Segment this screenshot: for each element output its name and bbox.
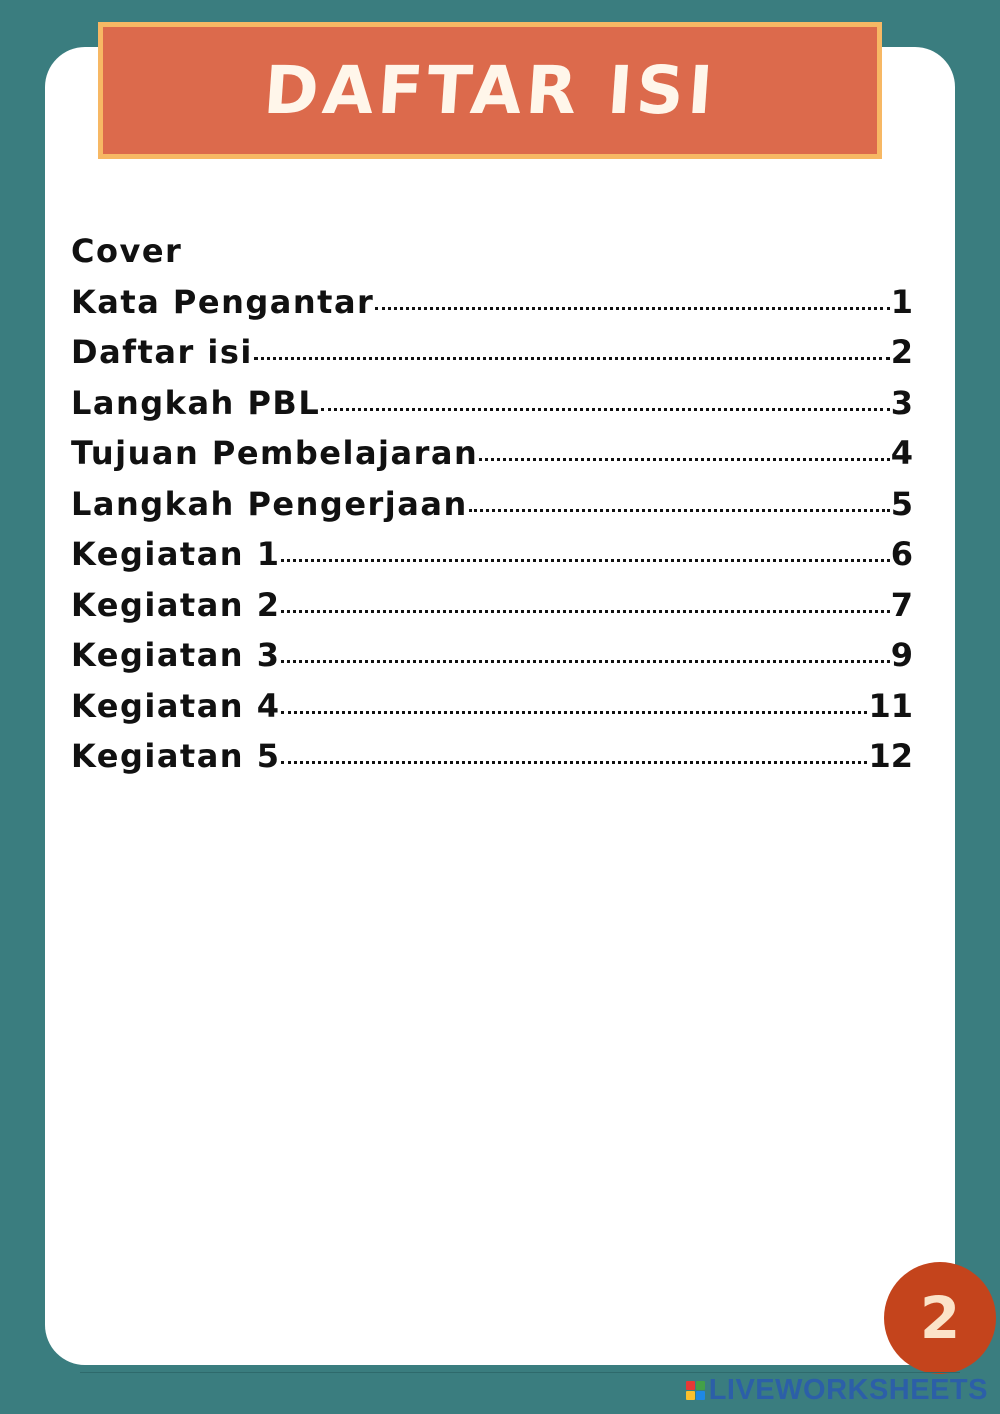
dot-leader	[321, 408, 890, 411]
toc-page-number: 5	[890, 484, 913, 523]
toc-page-number: 3	[890, 383, 913, 422]
watermark	[686, 1374, 988, 1406]
toc-label: Kegiatan 1	[71, 535, 281, 573]
toc-row	[71, 737, 913, 788]
page-title: DAFTAR ISI	[261, 52, 719, 129]
toc-row	[71, 586, 913, 637]
toc-row	[71, 434, 913, 485]
toc-page-number: 6	[890, 535, 913, 573]
toc-row	[71, 384, 913, 435]
toc-page-number: 11	[868, 686, 913, 725]
dot-leader	[281, 610, 889, 613]
toc-label: Daftar isi	[71, 333, 253, 371]
toc-page-number: 7	[890, 585, 913, 624]
toc-page-number: 9	[890, 636, 913, 674]
toc-row	[71, 232, 913, 283]
page-number: 2	[919, 1284, 961, 1352]
dot-leader	[469, 509, 890, 512]
toc-row	[71, 333, 913, 384]
toc-label: Cover	[71, 232, 183, 270]
toc-label: Langkah PBL	[71, 383, 321, 422]
toc-page-number: 1	[890, 282, 913, 321]
title-banner	[98, 22, 882, 159]
toc-row	[71, 283, 913, 334]
dot-leader	[281, 711, 867, 714]
page-number-badge	[884, 1262, 996, 1374]
toc-page-number: 12	[868, 737, 913, 775]
toc-label: Tujuan Pembelajaran	[71, 434, 479, 472]
toc-page-number: 4	[890, 434, 913, 472]
toc-page-number: 2	[890, 333, 913, 371]
dot-leader	[254, 357, 890, 360]
dot-leader	[479, 458, 889, 461]
watermark-text: LIVEWORKSHEETS	[708, 1373, 988, 1406]
toc-row	[71, 687, 913, 738]
toc-row	[71, 485, 913, 536]
liveworksheets-logo-icon	[686, 1381, 705, 1400]
toc-label: Langkah Pengerjaan	[71, 484, 468, 523]
toc-label: Kegiatan 5	[71, 737, 281, 775]
dot-leader	[281, 559, 889, 562]
dot-leader	[281, 660, 889, 663]
toc-label: Kegiatan 4	[71, 686, 281, 725]
toc-row	[71, 535, 913, 586]
dot-leader	[281, 761, 867, 764]
toc-label: Kegiatan 3	[71, 636, 281, 674]
table-of-contents	[71, 232, 913, 788]
toc-label: Kegiatan 2	[71, 585, 281, 624]
toc-row	[71, 636, 913, 687]
toc-label: Kata Pengantar	[71, 282, 375, 321]
dot-leader	[375, 307, 889, 310]
